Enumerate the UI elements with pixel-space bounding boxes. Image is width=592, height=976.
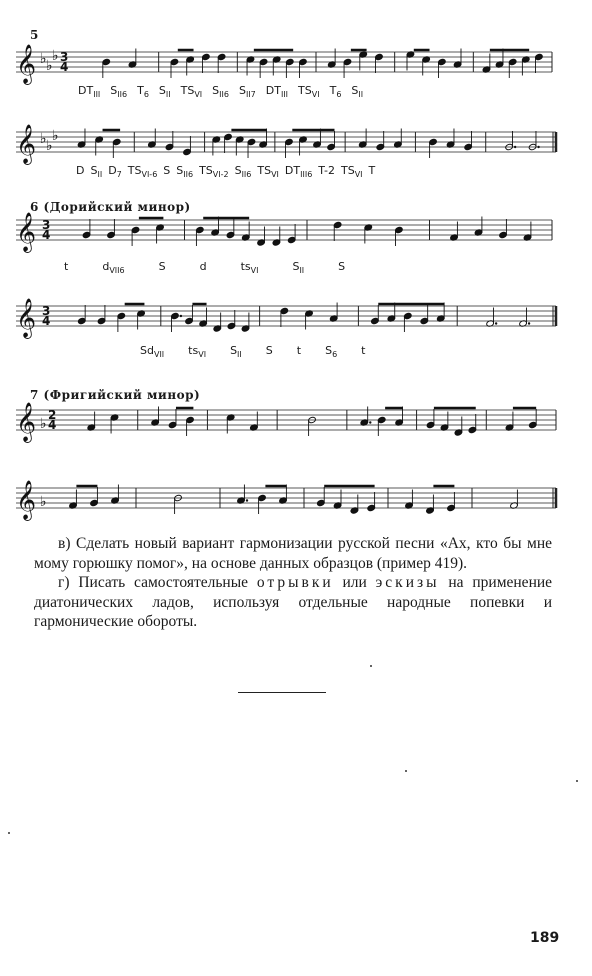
time-signature-bottom: 4 (42, 314, 51, 328)
harmony-subscript: VI (354, 170, 363, 180)
harmony-symbol: $S_{II6}$ (110, 84, 128, 100)
page-number: 189 (530, 930, 560, 946)
harmony-symbol: $d_{VII6}$ (102, 260, 125, 276)
harmony-subscript: II7 (245, 90, 256, 100)
harmony-subscript: III (280, 90, 289, 100)
harmony-symbol: $ts_{VI}$ (188, 344, 207, 360)
exercise-item-g: г) Писать самостоятельные отрывки или эскизы на применение диатонических ладов, используя отдельные народные попевки и гармонические обороты. (34, 574, 553, 630)
harmony-symbol: $D_7$ (108, 164, 122, 180)
harmony-symbol: $TS_{VI-6}$ (127, 164, 158, 180)
flat-sign: ♭ (46, 138, 53, 154)
harmony-subscript: 6 (332, 350, 338, 360)
example-6-system-2 (0, 292, 592, 372)
harmony-symbol: $TS_{VI-2}$ (199, 164, 229, 180)
harmony-symbol: $TS_{VI}$ (180, 84, 203, 100)
harmony-symbol: $S_{II6}$ (176, 164, 194, 180)
harmony-symbol: t (64, 260, 69, 273)
harmony-symbol: d (199, 260, 207, 273)
flat-sign: ♭ (52, 128, 59, 144)
print-speck (576, 780, 578, 782)
harmony-symbol: $DT_{III}$ (265, 84, 289, 100)
harmony-subscript: II6 (219, 90, 229, 100)
harmony-subscript: VI (250, 266, 259, 276)
harmony-line (64, 260, 379, 275)
harmony-symbol: $DT_{III}$ (78, 84, 101, 100)
dot (180, 315, 182, 317)
dot (495, 322, 497, 324)
harmony-symbol: $S_{II}$ (230, 344, 242, 360)
example-7-system-2 (0, 466, 592, 536)
harmony-subscript: II (358, 90, 364, 100)
harmony-subscript: 6 (143, 90, 149, 100)
example-title: 6 (Дорийский минор) (30, 200, 191, 214)
harmony-symbol: $DT_{III6}$ (284, 164, 313, 180)
time-signature-bottom: 4 (42, 228, 51, 242)
harmony-subscript: VI (194, 90, 203, 100)
treble-clef: 𝄞 (16, 124, 37, 164)
harmony-symbol: $Sd_{VII}$ (140, 344, 165, 360)
dot (528, 322, 530, 324)
flat-sign: ♭ (40, 416, 47, 432)
harmony-subscript: 6 (336, 90, 342, 100)
treble-clef: 𝄞 (16, 212, 37, 252)
harmony-subscript: II (97, 170, 103, 180)
harmony-symbol: $TS_{VI}$ (257, 164, 279, 180)
section-divider (238, 692, 326, 693)
treble-clef: 𝄞 (16, 44, 37, 84)
time-signature-top: 3 (42, 304, 51, 318)
harmony-subscript: III (93, 90, 101, 100)
harmony-subscript: III6 (300, 170, 313, 180)
treble-clef: 𝄞 (16, 480, 37, 520)
example-5-system-2 (0, 118, 592, 188)
exercise-item-v: в) Сделать новый вариант гармонизации русской песни «Ах, кто бы мне мому горюшку помог», на основе данных образцов (пример 419). (34, 535, 552, 572)
dot (246, 499, 248, 501)
dot (514, 146, 516, 148)
harmony-symbol: $S_{II6}$ (212, 84, 229, 100)
print-speck (370, 665, 372, 667)
harmony-symbol: $ts_{VI}$ (240, 260, 259, 276)
harmony-subscript: VI (271, 170, 279, 180)
harmony-subscript: VI-2 (212, 170, 229, 180)
exercise-text (34, 534, 552, 632)
time-signature-top: 2 (48, 408, 57, 422)
harmony-subscript: VI (198, 350, 207, 360)
harmony-symbol: S (338, 260, 346, 273)
harmony-subscript: VII (153, 350, 165, 360)
music-staff (0, 466, 592, 536)
treble-clef: 𝄞 (16, 402, 37, 442)
harmony-line (76, 164, 381, 179)
time-signature-top: 3 (42, 218, 51, 232)
harmony-subscript: II6 (183, 170, 194, 180)
harmony-subscript: II6 (241, 170, 252, 180)
flat-sign: ♭ (46, 58, 53, 74)
treble-clef: 𝄞 (16, 298, 37, 338)
time-signature-bottom: 4 (48, 418, 57, 432)
harmony-subscript: II (165, 90, 171, 100)
harmony-symbol: $S_{II}$ (351, 84, 364, 100)
harmony-symbol: t (361, 344, 366, 357)
harmony-symbol: $T_6$ (137, 84, 149, 100)
harmony-subscript: VI (311, 90, 320, 100)
harmony-symbol: T (368, 164, 376, 177)
harmony-symbol: $S_{II}$ (292, 260, 305, 276)
harmony-symbol: $S_{II7}$ (238, 84, 256, 100)
harmony-symbol: t (296, 344, 302, 357)
example-7-system-1 (0, 388, 592, 458)
harmony-symbol: $S_{II6}$ (234, 164, 252, 180)
harmony-symbol: $S_{II}$ (90, 164, 103, 180)
harmony-symbol: S (163, 164, 171, 177)
harmony-symbol: S (265, 344, 273, 357)
harmony-symbol: $S_6$ (325, 344, 338, 360)
time-signature-top: 3 (60, 50, 69, 64)
dot (369, 421, 371, 423)
harmony-subscript: II (299, 266, 305, 276)
flat-sign: ♭ (52, 48, 59, 64)
harmony-subscript: VII6 (109, 266, 125, 276)
harmony-subscript: VI-6 (141, 170, 158, 180)
example-number: 5 (30, 28, 39, 42)
harmony-symbol: T-2 (318, 164, 335, 177)
music-staff (0, 292, 592, 372)
flat-sign: ♭ (40, 51, 47, 67)
print-speck (8, 832, 10, 834)
example-title: 7 (Фригийский минор) (30, 388, 201, 402)
harmony-symbol: $TS_{VI}$ (340, 164, 363, 180)
dot (537, 146, 539, 148)
time-signature-bottom: 4 (60, 60, 69, 74)
harmony-subscript: 7 (116, 170, 122, 180)
harmony-symbol: $S_{II}$ (158, 84, 171, 100)
harmony-line (140, 344, 389, 359)
harmony-subscript: II6 (117, 90, 128, 100)
print-speck (405, 770, 407, 772)
harmony-symbol: $T_6$ (329, 84, 342, 100)
example-6-system-1 (0, 200, 592, 280)
music-staff (0, 388, 592, 458)
harmony-symbol: S (158, 260, 166, 273)
example-5-system-1 (0, 28, 592, 104)
flat-sign: ♭ (40, 494, 47, 510)
flat-sign: ♭ (40, 131, 47, 147)
harmony-symbol: $TS_{VI}$ (298, 84, 320, 100)
harmony-subscript: II (237, 350, 242, 360)
harmony-symbol: D (76, 164, 85, 177)
harmony-line (78, 84, 373, 99)
